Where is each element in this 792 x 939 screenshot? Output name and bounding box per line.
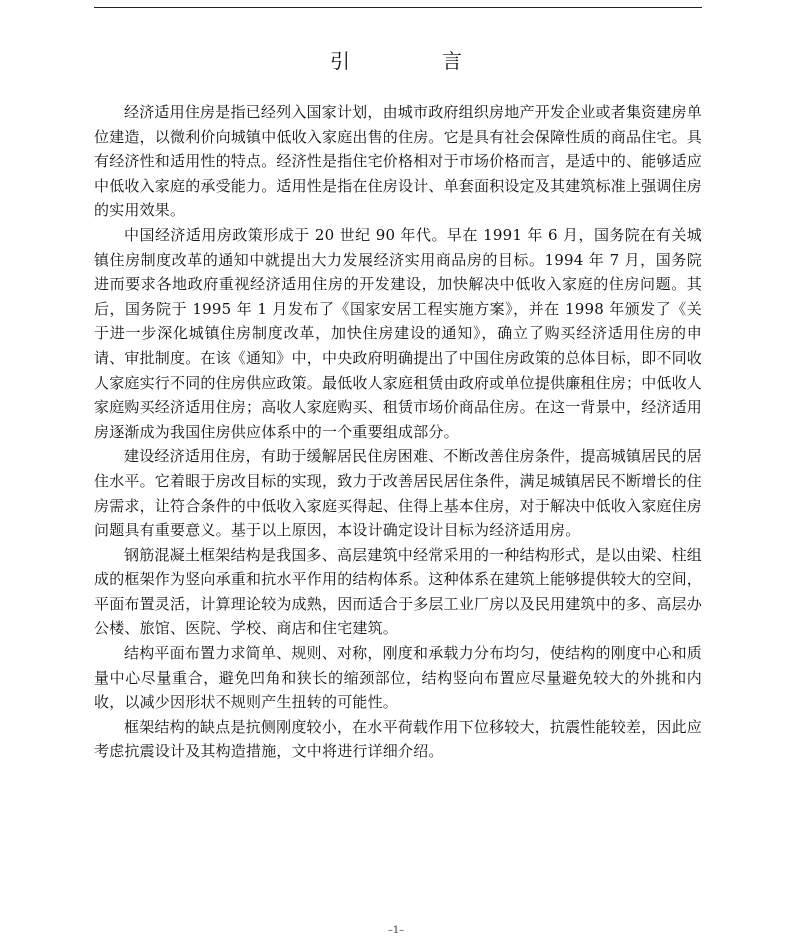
page-number: –1– [387,925,405,936]
paragraph-4: 钢筋混凝土框架结构是我国多、高层建筑中经常采用的一种结构形式，是以由梁、柱组成的框架作为竖向承重和抗水平作用的结构体系。这种体系在建筑上能够提供较大的空间，平面布置灵活，计算理论较为成熟，因而适合于多层工业厂房以及民用建筑中的多、高层办公楼、旅馆、医院、学校、商店和住宅建筑。 [94,545,703,638]
paragraph-6: 框架结构的缺点是抗侧刚度较小，在水平荷载作用下位移较大，抗震性能较差，因此应考虑抗震设计及其构造措施，文中将进行详细介绍。 [94,717,702,761]
document-body [94,100,702,764]
paragraph-5: 结构平面布置力求简单、规则、对称，刚度和承载力分布均匀，使结构的刚度中心和质量中心尽量重合，避免凹角和狭长的缩颈部位，结构竖向布置应尽量避免较大的外挑和内收，以减少因形状不规则产生扭转的可能性。 [94,644,702,712]
paragraph-2: 中国经济适用房政策形成于 20 世纪 90 年代。早在 1991 年 6 月，国务院在有关城镇住房制度改革的通知中就提出大力发展经济实用商品房的目标。1994 年 7 月，国务院进而要求各地政府重视经济适用住房的开发建设，加快解决中低收入家庭的住房问题。其后，国务院于 1995 年 1 月发布了《国家安居工程实施方案》，并在 1998 年颁发了《关于进一步深化城镇住房制度改革，加快住房建设的通知》，确立了购买经济适用住房的申请、审批制度。在该《通知》中，中央政府明确提出了中国住房政策的总体目标，即不同收人家庭实行不同的住房供应政策。最低收人家庭租赁由政府或单位提供廉租住房；中低收人家庭购买经济适用住房；高收人家庭购买、租赁市场价商品住房。在这一背景中，经济适用房逐渐成为我国住房供应体系中的一个重要组成部分。 [94,225,703,441]
paragraph-3: 建设经济适用住房，有助于缓解居民住房困难、不断改善住房条件，提高城镇居民的居住水平。它着眼于房改目标的实现，致力于改善居民居住条件，满足城镇居民不断增长的住房需求，让符合条件的中低收入家庭买得起、住得上基本住房，对于解决中低收入家庭住房问题具有重要意义。基于以上原因，本设计确定设计目标为经济适用房。 [94,447,703,540]
page-title: 引 言 [330,49,498,73]
header-rule [94,7,702,8]
paragraph-1: 经济适用住房是指已经列入国家计划，由城市政府组织房地产开发企业或者集资建房单位建造，以微利价向城镇中低收入家庭出售的住房。它是具有社会保障性质的商品住宅。具有经济性和适用性的特点。经济性是指住宅价格相对于市场价格而言，是适中的、能够适应中低收入家庭的承受能力。适用性是指在住房设计、单套面积设定及其建筑标准上强调住房的实用效果。 [94,103,703,220]
